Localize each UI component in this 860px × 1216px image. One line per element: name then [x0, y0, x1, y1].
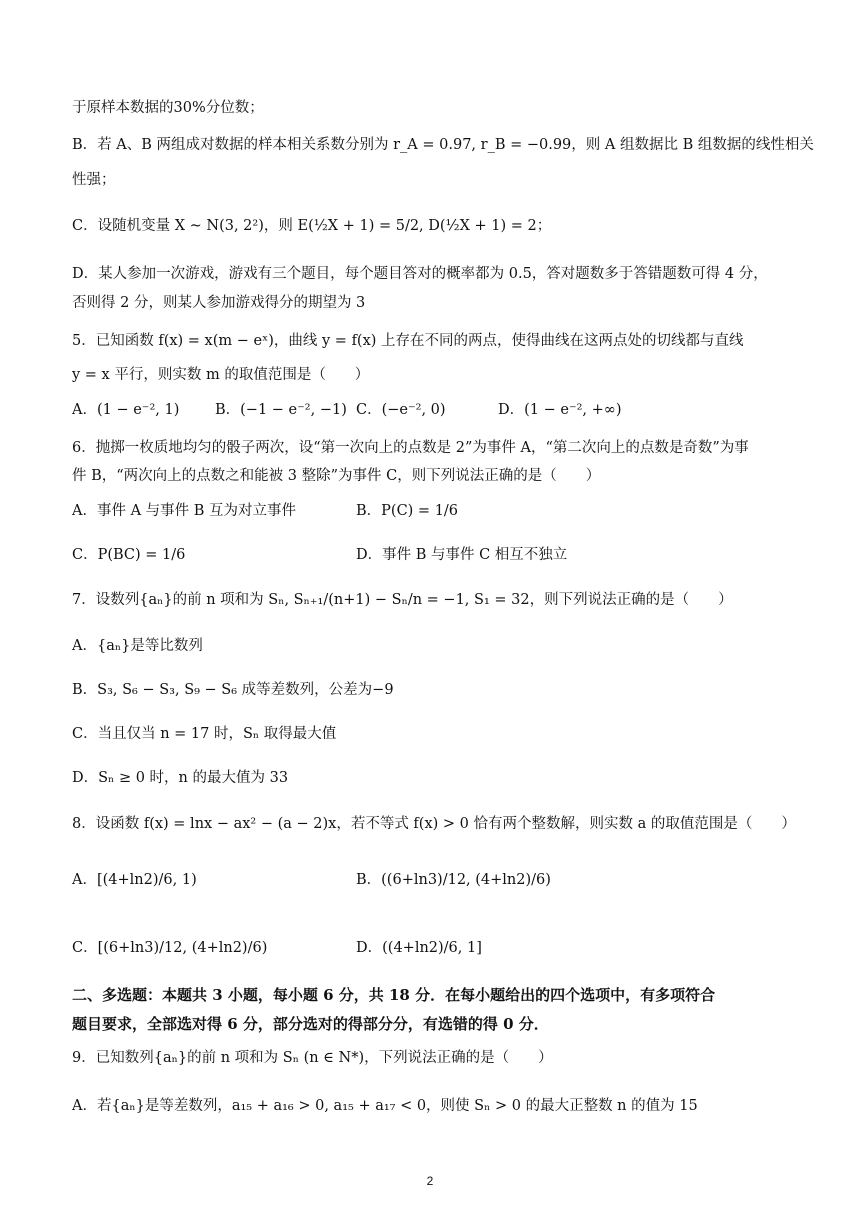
q8-option-a: A．[(4+ln2)/6, 1): [72, 872, 197, 888]
section2-heading-line1: 二、多选题：本题共 3 小题，每小题 6 分，共 18 分．在每小题给出的四个选项中，有多项符合: [72, 986, 716, 1004]
section2-heading-line2: 题目要求，全部选对得 6 分，部分选对的得部分分，有选错的得 0 分．: [72, 1015, 549, 1033]
q6-option-a: A．事件 A 与事件 B 互为对立事件: [72, 503, 297, 519]
q4-option-d-line1: D．某人参加一次游戏，游戏有三个题目，每个题目答对的概率都为 0.5，答对题数多于答错题数可得 4 分，: [72, 266, 768, 282]
q8-option-d: D．((4+ln2)/6, 1]: [356, 940, 482, 956]
q6-stem-line1: 6．抛掷一枚质地均匀的骰子两次，设“第一次向上的点数是 2”为事件 A，“第二次向上的点数是奇数”为事: [72, 440, 749, 456]
q7-option-d: D．Sₙ ≥ 0 时，n 的最大值为 33: [72, 770, 289, 786]
q6-stem-line2: 件 B，“两次向上的点数之和能被 3 整除”为事件 C，则下列说法正确的是（ ）: [72, 468, 601, 484]
q6-option-b: B．P(C) = 1/6: [356, 503, 459, 519]
q4-option-c: C．设随机变量 X ~ N(3, 2²)，则 E(½X + 1) = 5/2, D(½X + 1) = 2；: [72, 218, 552, 234]
q4-option-a-continuation: 于原样本数据的30%分位数；: [72, 100, 264, 116]
q9-stem: 9．已知数列{aₙ}的前 n 项和为 Sₙ (n ∈ N*)，下列说法正确的是（ ）: [72, 1050, 553, 1066]
q4-option-b-line2: 性强；: [72, 172, 116, 188]
page-number: 2: [426, 1174, 434, 1188]
q8-stem: 8．设函数 f(x) = lnx − ax² − (a − 2)x，若不等式 f(x) > 0 恰有两个整数解，则实数 a 的取值范围是（ ）: [72, 816, 796, 832]
q7-stem: 7．设数列{aₙ}的前 n 项和为 Sₙ, Sₙ₊₁/(n+1) − Sₙ/n = −1, S₁ = 32，则下列说法正确的是（ ）: [72, 592, 733, 608]
q6-option-d: D．事件 B 与事件 C 相互不独立: [356, 547, 568, 563]
q5-option-c: C．(−e⁻², 0): [356, 402, 446, 418]
q5-stem-line1: 5．已知函数 f(x) = x(m − eˣ)，曲线 y = f(x) 上存在不同的两点，使得曲线在这两点处的切线都与直线: [72, 333, 744, 349]
q5-option-b: B．(−1 − e⁻², −1): [215, 402, 347, 418]
q5-option-a: A．(1 − e⁻², 1): [72, 402, 180, 418]
q8-option-c: C．[(6+ln3)/12, (4+ln2)/6): [72, 940, 268, 956]
q6-option-c: C．P(BC) = 1/6: [72, 547, 186, 563]
q9-option-a: A．若{aₙ}是等差数列，a₁₅ + a₁₆ > 0, a₁₅ + a₁₇ < 0，则使 Sₙ > 0 的最大正整数 n 的值为 15: [72, 1098, 698, 1114]
q7-option-b: B．S₃, S₆ − S₃, S₉ − S₆ 成等差数列，公差为−9: [72, 682, 394, 698]
q7-option-c: C．当且仅当 n = 17 时，Sₙ 取得最大值: [72, 726, 337, 742]
q8-option-b: B．((6+ln3)/12, (4+ln2)/6): [356, 872, 551, 888]
q4-option-b-line1: B．若 A、B 两组成对数据的样本相关系数分别为 r_A = 0.97, r_B = −0.99，则 A 组数据比 B 组数据的线性相关: [72, 137, 814, 153]
q4-option-d-line2: 否则得 2 分，则某人参加游戏得分的期望为 3: [72, 295, 366, 311]
q5-option-d: D．(1 − e⁻², +∞): [498, 402, 622, 418]
q7-option-a: A．{aₙ}是等比数列: [72, 638, 203, 654]
q5-stem-line2: y = x 平行，则实数 m 的取值范围是（ ）: [72, 367, 370, 383]
